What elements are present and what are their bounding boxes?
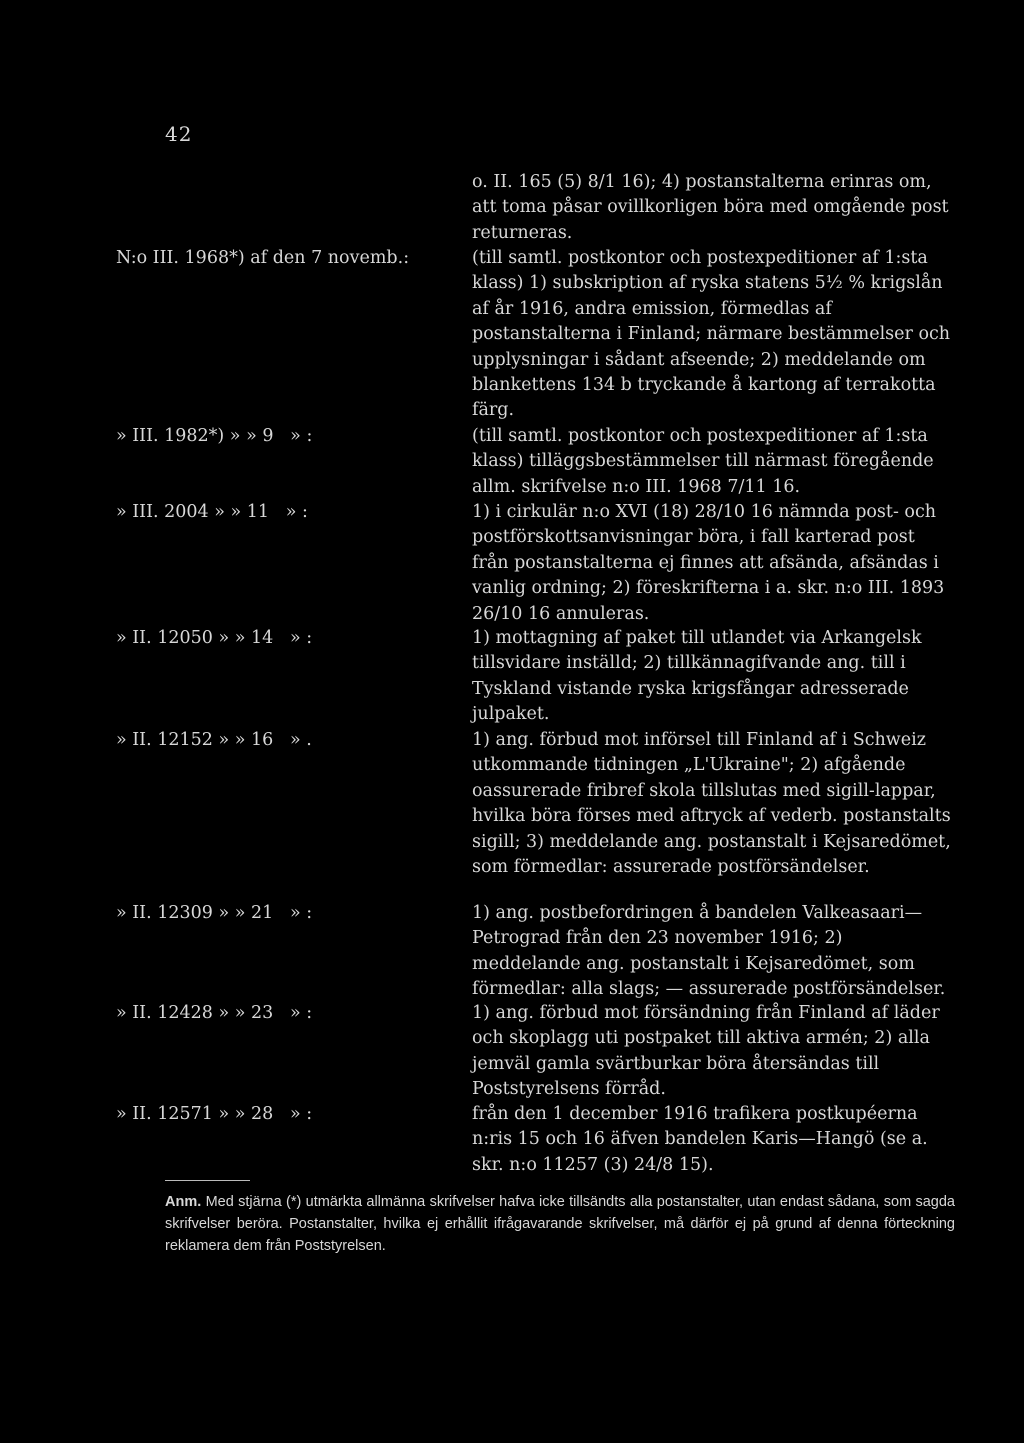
entry-reference: » II. 12050 » » 14 » :	[116, 628, 313, 648]
entry-reference: » II. 12309 » » 21 » :	[116, 903, 313, 923]
entry-description: (till samtl. postkontor och postexpeditioner af 1:sta klass) tilläggsbestämmelser till närmast föregående allm. skrifvelse n:o III. 1968 7/11 16.	[472, 426, 934, 497]
entry-reference: » III. 1982*) » » 9 » :	[116, 426, 313, 446]
entry-description: från den 1 december 1916 trafikera postkupéerna n:ris 15 och 16 äfven bandelen Karis—Hangö (se a. skr. n:o 11257 (3) 24/8 15).	[472, 1104, 928, 1175]
entry-reference: » II. 12152 » » 16 » .	[116, 730, 312, 750]
entry-description: 1) i cirkulär n:o XVI (18) 28/10 16 nämnda post- och postförskottsanvisningar böra, i fall karterad post från postanstalterna ej finnes att afsända, afsändas i vanlig ordning; 2) föreskrifterna i a. skr. n:o III. 1893 26/10 16 annuleras.	[472, 502, 945, 624]
footnote-rule	[165, 1180, 250, 1181]
entry-description: 1) ang. postbefordringen å bandelen Valkeasaari— Petrograd från den 23 november 1916; 2) meddelande ang. postanstalt i Kejsaredömet, som förmedlar: alla slags; — assurerade postförsändelser.	[472, 903, 946, 1000]
entry-description: 1) ang. förbud mot försändning från Finland af läder och skoplagg uti postpaket till aktiva armén; 2) alla jemväl gamla svärtburkar böra återsändas till Poststyrelsens förråd.	[472, 1003, 940, 1100]
footnote	[165, 1191, 955, 1257]
entry-reference: » III. 2004 » » 11 » :	[116, 502, 308, 522]
footnote-text: Med stjärna (*) utmärkta allmänna skrifvelser hafva icke tillsändts alla postanstalter, utan endast sådana, som sagda skrifvelser beröra. Postanstalter, hvilka ej erhållit ifrågavarande skrifvelser, må därför ej på grund af denna förteckning reklamera dem från Poststyrelsen.	[165, 1194, 955, 1254]
entry-reference: N:o III. 1968*) af den 7 novemb.:	[116, 248, 410, 268]
entry-description: 1) mottagning af paket till utlandet via Arkangelsk tillsvidare inställd; 2) tillkännagifvande ang. till i Tyskland vistande ryska krigsfångar adresserade julpaket.	[472, 628, 922, 725]
entry-description: 1) ang. förbud mot införsel till Finland af i Schweiz utkommande tidningen „L'Ukraine"; 2) afgående oassurerade fribref skola tillslutas med sigill-lappar, hvilka böra förses med aftryck af vederb. postanstalts sigill; 3) meddelande ang. postanstalt i Kejsaredömet, som förmedlar: assurerade postförsändelser.	[472, 730, 951, 878]
footnote-label: Anm.	[165, 1194, 202, 1210]
page-number: 42	[165, 122, 193, 146]
intro-paragraph: o. II. 165 (5) 8/1 16); 4) postanstalterna erinras om, att toma påsar ovillkorligen böra med omgående post returneras.	[472, 172, 949, 243]
entry-reference: » II. 12571 » » 28 » :	[116, 1104, 313, 1124]
entry-description: (till samtl. postkontor och postexpeditioner af 1:sta klass) 1) subskription af ryska statens 5½ % krigslån af år 1916, andra emission, förmedlas af postanstalterna i Finland; närmare bestämmelser och upplysningar i sådant afseende; 2) meddelande om blankettens 134 b tryckande å kartong af terrakotta färg.	[472, 248, 951, 421]
entry-reference: » II. 12428 » » 23 » :	[116, 1003, 313, 1023]
